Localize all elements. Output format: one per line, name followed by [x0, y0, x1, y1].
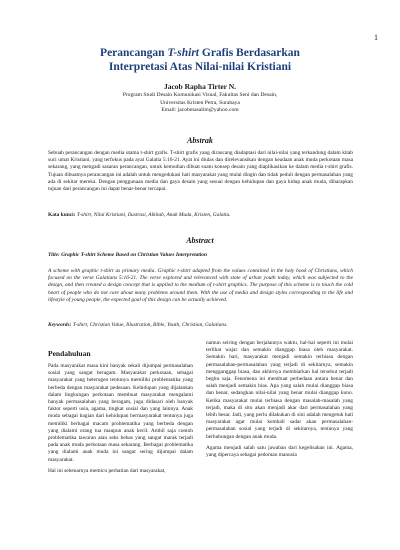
- section-heading-pendahuluan: Pendahuluan: [48, 349, 91, 358]
- right-column: [206, 340, 353, 463]
- page-number: 1: [374, 33, 378, 42]
- abstrak-heading: Abstrak: [187, 136, 213, 145]
- author-name: Jacob Rapha Tirter N.: [163, 82, 237, 91]
- title-line-1: Perancangan T-shirt Grafis Berdasarkan: [100, 47, 300, 59]
- abstract-keywords: Keywords: T-shirt, Christian Value, Illustration, Bible, Youth, Christian, Galatians.: [48, 322, 228, 328]
- abstract-title: Title: Graphic T-shirt Scheme Based on Christian Values Interpretation: [48, 252, 207, 258]
- abstract-heading: Abstract: [186, 236, 214, 245]
- title-line-2: Interpretasi Atas Nilai-nilai Kristiani: [108, 61, 292, 73]
- paragraph: Hal ini sebenarnya memicu perhatian dari masyarakat,: [48, 467, 166, 474]
- abstract-body: A scheme with graphic t-shirt as primary media. Graphic t-shirt adapted from the values contained in the holy book of Christians, which focused on the verse Galatians 5:16-21. The verse explored and relevanced with state of urban youth today, which was subjected to the design, and then created a design concept that is applied to the medium of t-shirt graphics. The purpose of this scheme is to touch the cold heart of people who do not care about many problems around them. With the use of media and design styles corresponding to the life and lifestyle of young people, the expected goal of this design can be actually achieved.: [48, 268, 353, 303]
- affiliation-line: Program Studi Desain Komunikasi Visual, Fakultas Seni dan Desain,: [122, 92, 278, 98]
- paragraph: Agama menjadi salah satu jawaban dari kegelisahan ini. Agama, yang dipercaya sebagai pedoman manusia: [206, 444, 353, 459]
- paragraph: Pada masyarakat masa kini banyak sekali dijumpai permasalahan sosial yang sangat beragam. Masyarakat perkotaan, sebagai masyarakat yang heterogen tentunya memiliki problematika yang berbeda dengan masyarakat pedesaan. Kehidupan yang dijalankan dalam lingkungan perkotaan membuat masyarakat mengalami banyak permasalahan yang beragam, juga didasari oleh banyak faktor seperti usia, agama, tingkat sosial dan yang lainnya. Anak muda sebagai bagian dari kehidupan bermasyarakat tentunya juga memiliki berbagai macam problematika yang berbeda dengan yang dialami orang tua maupun anak kecil. Ambil saja contoh problematika tawuran atau seks bebas yang sangat marak terjadi pada anak muda perkotaan masa sekarang. Berbagai problematika yang dialami anak muda ini sangat sering dijumpai dalam masyarakat.: [48, 363, 193, 463]
- affiliation: [0, 92, 400, 115]
- paper-title: [0, 46, 400, 74]
- abstrak-body: Sebuah perancangan dengan media utama t-shirt grafis. T-shirt grafis yang dirancang diadaptasi dari nilai-nilai yang terkandung dalam kitab suci umat Kristiani, yang terfokus pada ayat Galatia 5:16-21. Ayat ini diulas dan direlevansikan dengan keadaan anak muda perkotaan masa sekarang, yang mengadi sasaran perancangan, untuk kemudian dibuat suatu konsep desain yang diaplikasikan ke dalam media t-shirt grafis. Tujuan dibuatnya perancangan ini adalah untuk mengedukasi hati masyarakat yang mulai dingin dan tidak peduli dengan permasalahan yang ada di sekitar mereka. Dengan penggunaan media dan gaya desain yang sesuai dengan kehidupan dan gaya hidup anak muda, diharapkan tujuan dari perancangan ini dapat benar-benar tercapai.: [48, 150, 353, 193]
- affiliation-line: Universitas Kristen Petra, Surabaya: [160, 99, 240, 106]
- paragraph: namun seiring dengan berjalannya waktu, hal-hal seperti ini mulai terlihat wajar dan semakin dianggap biasa oleh masyarakat. Semakin hari, masyarakat menjadi semakin terbiasa dengan permasalahan-permasalahan yang terjadi di sekitarnya, semakin mengganggap biasa, dan akhirnya membiarkan hal tersebut terjadi begitu saja. Fenomena ini membuat perbedaan antara benar dan salah menjadi semakin bias. Apa yang salah mulai dianggap biasa dan benar, sedangkan nilai-nilai yang benar mulai dianggap kuno. Ketika masyarakat mulai terbiasa dengan masalah-masalah yang terjadi, maka di situ akan menjadi akar dari permasalahan yang lebih besar. Jadi, yang perlu dilakukan di sini adalah mengetuk hati masyarakat agar mulai kembali sadar akan permasalahan-permasalahan sosial yang terjadi di sekitarnya, tentunya yang berhubungan dengan anak muda.: [206, 340, 353, 440]
- email-line: Email: jacobmasalim@yahoo.com: [161, 107, 239, 113]
- left-column: [48, 363, 193, 479]
- abstrak-keywords: Kata kunci: T-shirt, Nilai Kristiani, Ilustrasi, Alkitab, Anak Muda, Kristen, Galatia.: [48, 212, 231, 218]
